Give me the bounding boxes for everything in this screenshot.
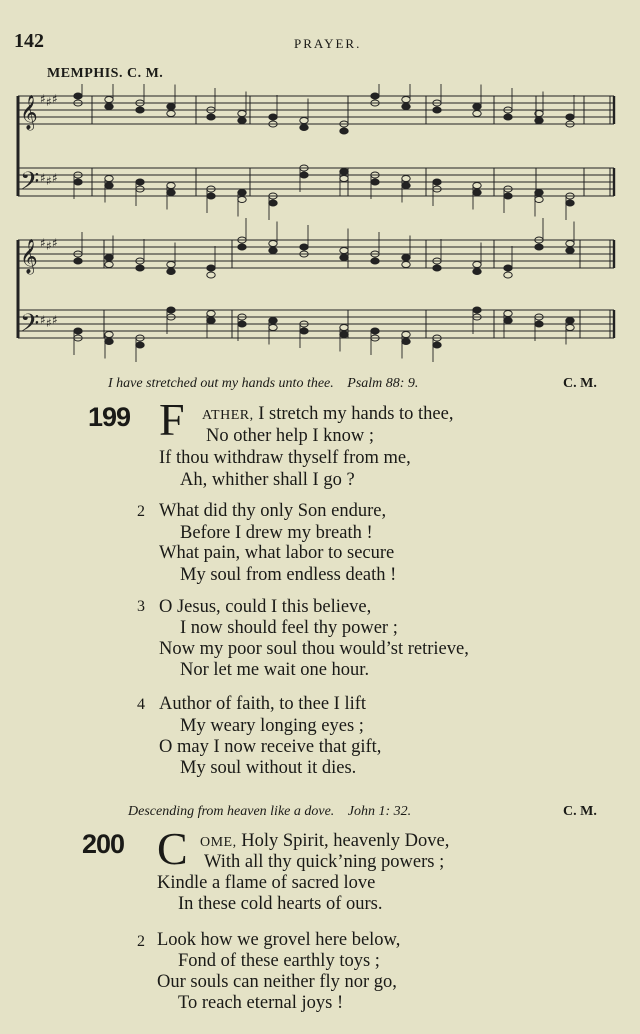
note-head (566, 248, 574, 254)
note-head (340, 325, 348, 331)
note-head (473, 183, 481, 189)
note-head (300, 118, 308, 124)
running-head: PRAYER. (294, 36, 362, 51)
note-head (300, 125, 308, 131)
note-head (402, 176, 410, 182)
note-head (269, 318, 277, 324)
tune-name: MEMPHIS. (47, 66, 123, 81)
note-head (105, 339, 113, 345)
verse-line: Ah, whither shall I go ? (180, 470, 355, 490)
note-head (433, 179, 441, 185)
note-head (136, 179, 144, 185)
note-head (238, 111, 246, 117)
verse-line: My soul without it dies. (180, 758, 357, 778)
note-head (105, 97, 113, 103)
verse-line: My weary longing eyes ; (180, 716, 364, 736)
note-head (269, 248, 277, 254)
hymn-number-199: 199 (88, 402, 131, 432)
drop-cap: F (159, 394, 185, 445)
verse-number: 2 (137, 503, 145, 520)
scripture-text: Descending from heaven like a dove. (128, 804, 335, 819)
note-head (340, 169, 348, 175)
note-head (473, 269, 481, 275)
first-line-rest: I stretch my hands to thee, (253, 404, 454, 424)
note-head (74, 93, 82, 99)
note-head (269, 241, 277, 247)
sharp-sign: ♯ (46, 316, 52, 330)
note-head (136, 107, 144, 113)
sharp-sign: ♯ (52, 313, 58, 327)
sharp-sign: ♯ (40, 236, 46, 250)
verse-line: To reach eternal joys ! (178, 993, 344, 1013)
sharp-sign: ♯ (40, 92, 46, 106)
note-head (167, 307, 175, 313)
verse-line: What did thy only Son endure, (159, 501, 387, 521)
verse-line: O Jesus, could I this believe, (159, 597, 372, 617)
note-head (167, 269, 175, 275)
note-head (105, 176, 113, 182)
verse-line: Nor let me wait one hour. (180, 660, 370, 680)
note-head (473, 104, 481, 110)
note-head (300, 172, 308, 178)
verse-line: With all thy quick’ning powers ; (204, 852, 445, 872)
note-head (340, 248, 348, 254)
verse-line: No other help I know ; (206, 426, 375, 446)
note-head (207, 272, 215, 278)
note-head (74, 179, 82, 185)
note-head (207, 318, 215, 324)
note-head (207, 311, 215, 317)
note-head (535, 190, 543, 196)
note-head (207, 114, 215, 120)
note-head (340, 176, 348, 182)
note-head (238, 321, 246, 327)
bass-clef: 𝄢 (20, 167, 40, 202)
verse-line: My soul from endless death ! (180, 565, 397, 585)
note-head (402, 332, 410, 338)
note-head (136, 342, 144, 348)
verse-line: O may I now receive that gift, (159, 737, 382, 757)
note-head (167, 190, 175, 196)
note-head (371, 179, 379, 185)
verse-line: In these cold hearts of ours. (178, 894, 383, 914)
verse-line: Fond of these earthly toys ; (178, 951, 380, 971)
note-head (167, 183, 175, 189)
note-head (269, 325, 277, 331)
note-head (340, 255, 348, 261)
note-head (566, 325, 574, 331)
note-head (371, 93, 379, 99)
note-head (402, 262, 410, 268)
tune-meter: C. M. (126, 66, 164, 81)
note-head (340, 332, 348, 338)
note-head (105, 183, 113, 189)
scripture-200 (128, 804, 411, 820)
hymn-meter-200: C. M. (563, 804, 597, 819)
sharp-sign: ♯ (52, 92, 58, 106)
note-head (504, 193, 512, 199)
note-head (473, 190, 481, 196)
note-head (105, 104, 113, 110)
note-head (402, 183, 410, 189)
note-head (402, 339, 410, 345)
note-head (371, 258, 379, 264)
hymn-number-200: 200 (82, 829, 125, 859)
note-head (105, 255, 113, 261)
note-head (433, 265, 441, 271)
page-number: 142 (14, 30, 44, 52)
note-head (566, 200, 574, 206)
note-head (433, 342, 441, 348)
verse-line: Kindle a flame of sacred love (157, 873, 376, 893)
note-head (535, 244, 543, 250)
sharp-sign: ♯ (46, 95, 52, 109)
note-head (340, 128, 348, 134)
note-head (105, 332, 113, 338)
note-head (136, 265, 144, 271)
note-head (535, 118, 543, 124)
note-head (566, 114, 574, 120)
verse-number: 4 (137, 696, 145, 713)
note-head (207, 265, 215, 271)
note-head (238, 244, 246, 250)
note-head (535, 197, 543, 203)
verse-line: Look how we grovel here below, (157, 930, 401, 950)
note-head (74, 328, 82, 334)
scripture-reference: John 1: 32. (347, 804, 412, 819)
drop-cap: C (157, 823, 188, 874)
note-head (402, 97, 410, 103)
verse-number: 2 (137, 933, 145, 950)
sharp-sign: ♯ (46, 239, 52, 253)
note-head (269, 200, 277, 206)
note-head (207, 193, 215, 199)
music-score (14, 84, 628, 374)
note-head (473, 111, 481, 117)
verse-line: What pain, what labor to secure (159, 543, 395, 563)
note-head (269, 114, 277, 120)
note-head (504, 272, 512, 278)
verse-line: If thou withdraw thyself from me, (159, 448, 411, 468)
note-head (566, 241, 574, 247)
bass-clef: 𝄢 (20, 309, 40, 344)
note-head (167, 104, 175, 110)
tune-heading (47, 66, 163, 82)
verse-line (202, 404, 453, 425)
note-head (238, 118, 246, 124)
note-head (167, 262, 175, 268)
verse-line: Now my poor soul thou would’st retrieve, (159, 639, 469, 659)
scripture-text: I have stretched out my hands unto thee. (108, 376, 334, 391)
sharp-sign: ♯ (52, 236, 58, 250)
first-line-rest: Holy Spirit, heavenly Dove, (236, 831, 450, 851)
note-head (238, 197, 246, 203)
note-head (300, 244, 308, 250)
note-head (371, 328, 379, 334)
note-head (167, 111, 175, 117)
sharp-sign: ♯ (46, 174, 52, 188)
note-head (504, 311, 512, 317)
note-head (504, 114, 512, 120)
note-head (473, 262, 481, 268)
small-caps: OME, (200, 835, 237, 850)
scripture-199 (108, 376, 418, 392)
note-head (433, 107, 441, 113)
small-caps: ATHER, (202, 408, 254, 423)
note-head (504, 265, 512, 271)
note-head (566, 318, 574, 324)
note-head (105, 262, 113, 268)
note-head (74, 258, 82, 264)
note-head (402, 255, 410, 261)
hymn-meter-199: C. M. (563, 376, 597, 391)
verse-line: I now should feel thy power ; (180, 618, 398, 638)
scripture-reference: Psalm 88: 9. (347, 376, 419, 391)
sharp-sign: ♯ (52, 171, 58, 185)
verse-line: Author of faith, to thee I lift (159, 694, 367, 714)
note-head (473, 307, 481, 313)
note-head (300, 328, 308, 334)
sharp-sign: ♯ (40, 171, 46, 185)
note-head (402, 104, 410, 110)
verse-line (200, 831, 449, 852)
sharp-sign: ♯ (40, 313, 46, 327)
note-head (535, 321, 543, 327)
treble-clef: 𝄞 (20, 95, 38, 130)
verse-line: Before I drew my breath ! (180, 523, 373, 543)
treble-clef: 𝄞 (20, 239, 38, 274)
verse-number: 3 (137, 598, 145, 615)
verse-line: Our souls can neither fly nor go, (157, 972, 397, 992)
note-head (504, 318, 512, 324)
note-head (238, 190, 246, 196)
